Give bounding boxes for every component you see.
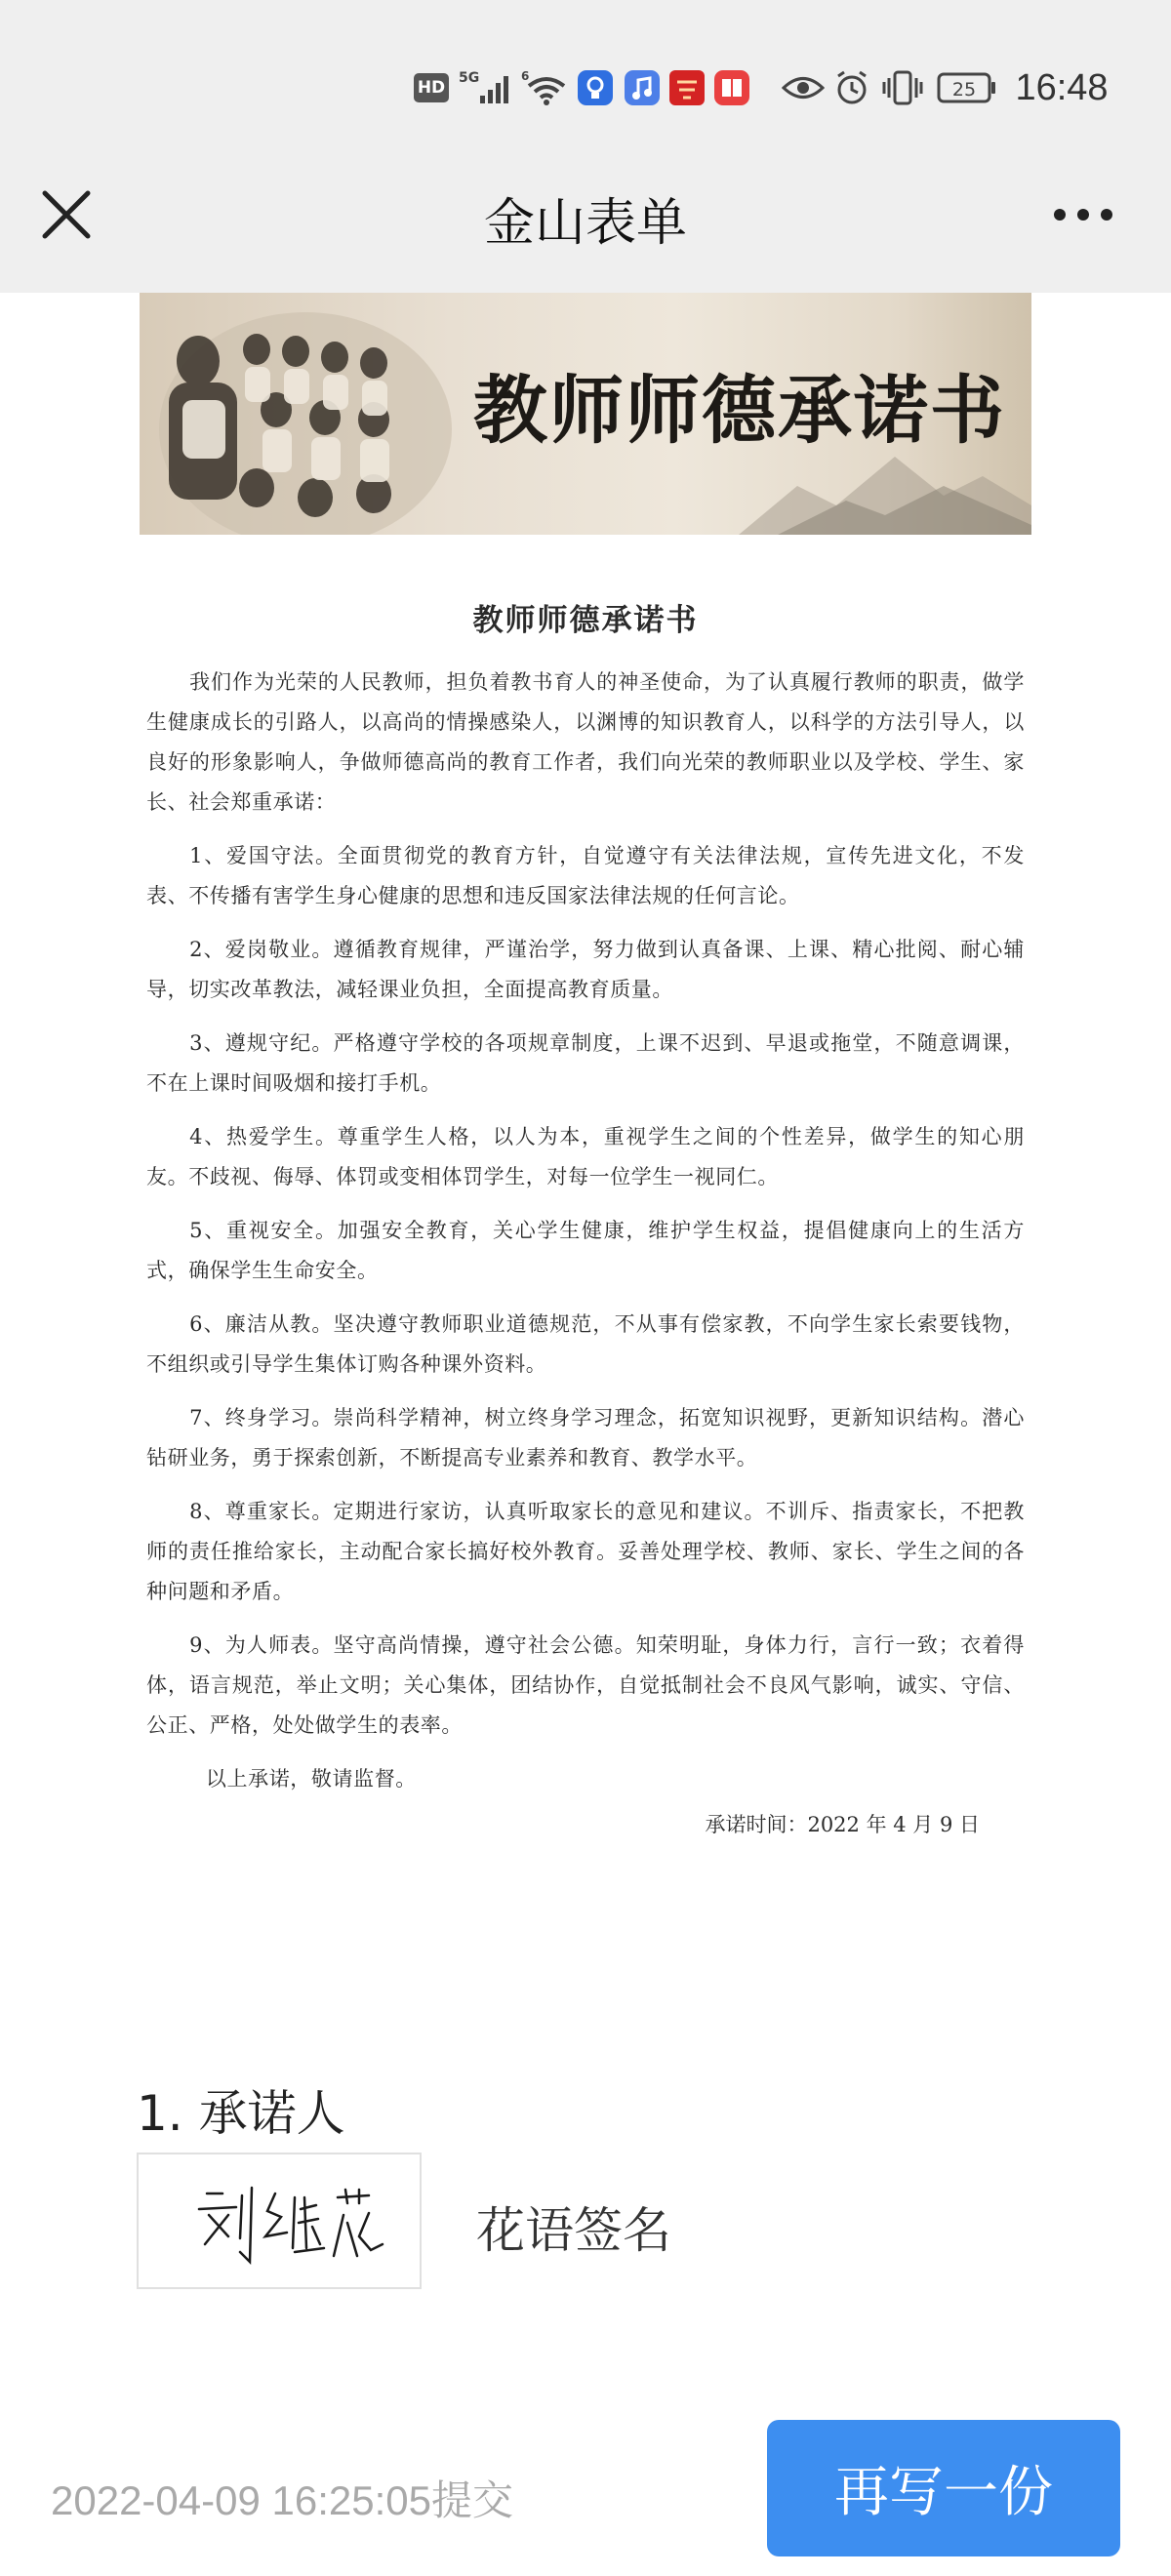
status-bar: [0, 51, 1171, 125]
signature-name: 花语签名: [476, 2202, 671, 2259]
document-closing: 以上承诺，敬请监督。: [205, 1767, 417, 1791]
document-title: 教师师德承诺书: [472, 603, 699, 638]
top-area: [0, 0, 1171, 293]
scholars-illustration: [140, 293, 462, 535]
wifi-icon: [519, 68, 568, 107]
submitted-time: 2022-04-09 16:25:05提交: [51, 2477, 513, 2523]
document-paragraph: 我们作为光荣的人民教师，担负着教书育人的神圣使命，为了认真履行教师的职责，做学生健康成长的引路人，以高尚的情操感染人，以渊博的知识教育人，以科学的方法引导人，以良好的形象影响人，争做师德高尚的教育工作者，我们向光荣的教师职业以及学校、学生、家长、社会郑重承诺：: [146, 670, 1025, 814]
document-paragraph: 5、重视安全。加强安全教育，关心学生健康，维护学生权益，提倡健康向上的生活方式，确保学生生命安全。: [146, 1219, 1025, 1282]
signature-image[interactable]: [137, 2153, 422, 2289]
rewrite-button[interactable]: 再写一份: [767, 2420, 1120, 2556]
battery-icon: [937, 68, 997, 107]
page-title: 金山表单: [483, 194, 687, 253]
clock: 16:48: [1015, 66, 1109, 108]
more-icon[interactable]: [1042, 187, 1124, 242]
signal-icon: [459, 68, 511, 107]
document-date: 承诺时间：2022 年 4 月 9 日: [705, 1813, 980, 1836]
document-paragraph: 2、爱岗敬业。遵循教育规律，严谨治学，努力做到认真备课、上课、精心批阅、耐心辅导，切实改革教法，减轻课业负担，全面提高教育质量。: [146, 938, 1025, 1001]
battery-level: 25: [951, 79, 977, 101]
book-app-icon: [712, 68, 751, 107]
document-paragraph: 3、遵规守纪。严格遵守学校的各项规章制度，上课不迟到、早退或拖堂，不随意调课，不在上课时间吸烟和接打手机。: [146, 1031, 1025, 1095]
document-paragraph: 7、终身学习。崇尚科学精神，树立终身学习理念，拓宽知识视野，更新知识结构。潜心钻研业务，勇于探索创新，不断提高专业素养和教育、教学水平。: [146, 1406, 1025, 1469]
question-label: 1. 承诺人: [137, 2085, 345, 2142]
network2-label: 6: [521, 69, 530, 83]
document-paragraph: 6、廉洁从教。坚决遵守教师职业道德规范，不从事有偿家教，不向学生家长索要钱物，不组织或引导学生集体订购各种课外资料。: [146, 1312, 1025, 1376]
nav-bar: [0, 166, 1171, 263]
music-app-icon: [623, 68, 662, 107]
document-paragraph: 4、热爱学生。尊重学生人格，以人为本，重视学生之间的个性差异，做学生的知心朋友。不歧视、侮辱、体罚或变相体罚学生，对每一位学生一视同仁。: [146, 1125, 1025, 1188]
document-paragraph: 9、为人师表。坚守高尚情操，遵守社会公德。知荣明耻，身体力行，言行一致；衣着得体，语言规范，举止文明；关心集体，团结协作，自觉抵制社会不良风气影响，诚实、守信、公正、严格，处处做学生的表率。: [146, 1633, 1025, 1737]
alarm-icon: [831, 68, 872, 107]
red-app-icon: [667, 68, 707, 107]
close-icon[interactable]: [35, 183, 98, 246]
pledge-document: [146, 595, 1025, 1838]
document-paragraph: 1、爱国守法。全面贯彻党的教育方针，自觉遵守有关法律法规，宣传先进文化，不发表、不传播有害学生身心健康的思想和违反国家法律法规的任何言论。: [146, 844, 1025, 907]
banner-title: 教师师德承诺书: [473, 367, 1006, 454]
document-paragraph: 8、尊重家长。定期进行家访，认真听取家长的意见和建议。不训斥、指责家长，不把教师的责任推给家长，主动配合家长搞好校外教育。妥善处理学校、教师、家长、学生之间的各种问题和矛盾。: [146, 1500, 1025, 1603]
network-label: 5G: [459, 70, 480, 86]
header-banner: [140, 293, 1031, 535]
eye-icon: [781, 68, 826, 107]
hd-icon: HD: [414, 73, 449, 102]
bulb-app-icon: [576, 68, 615, 107]
vibrate-icon: [880, 68, 925, 107]
mountain-decoration: [739, 418, 1031, 535]
